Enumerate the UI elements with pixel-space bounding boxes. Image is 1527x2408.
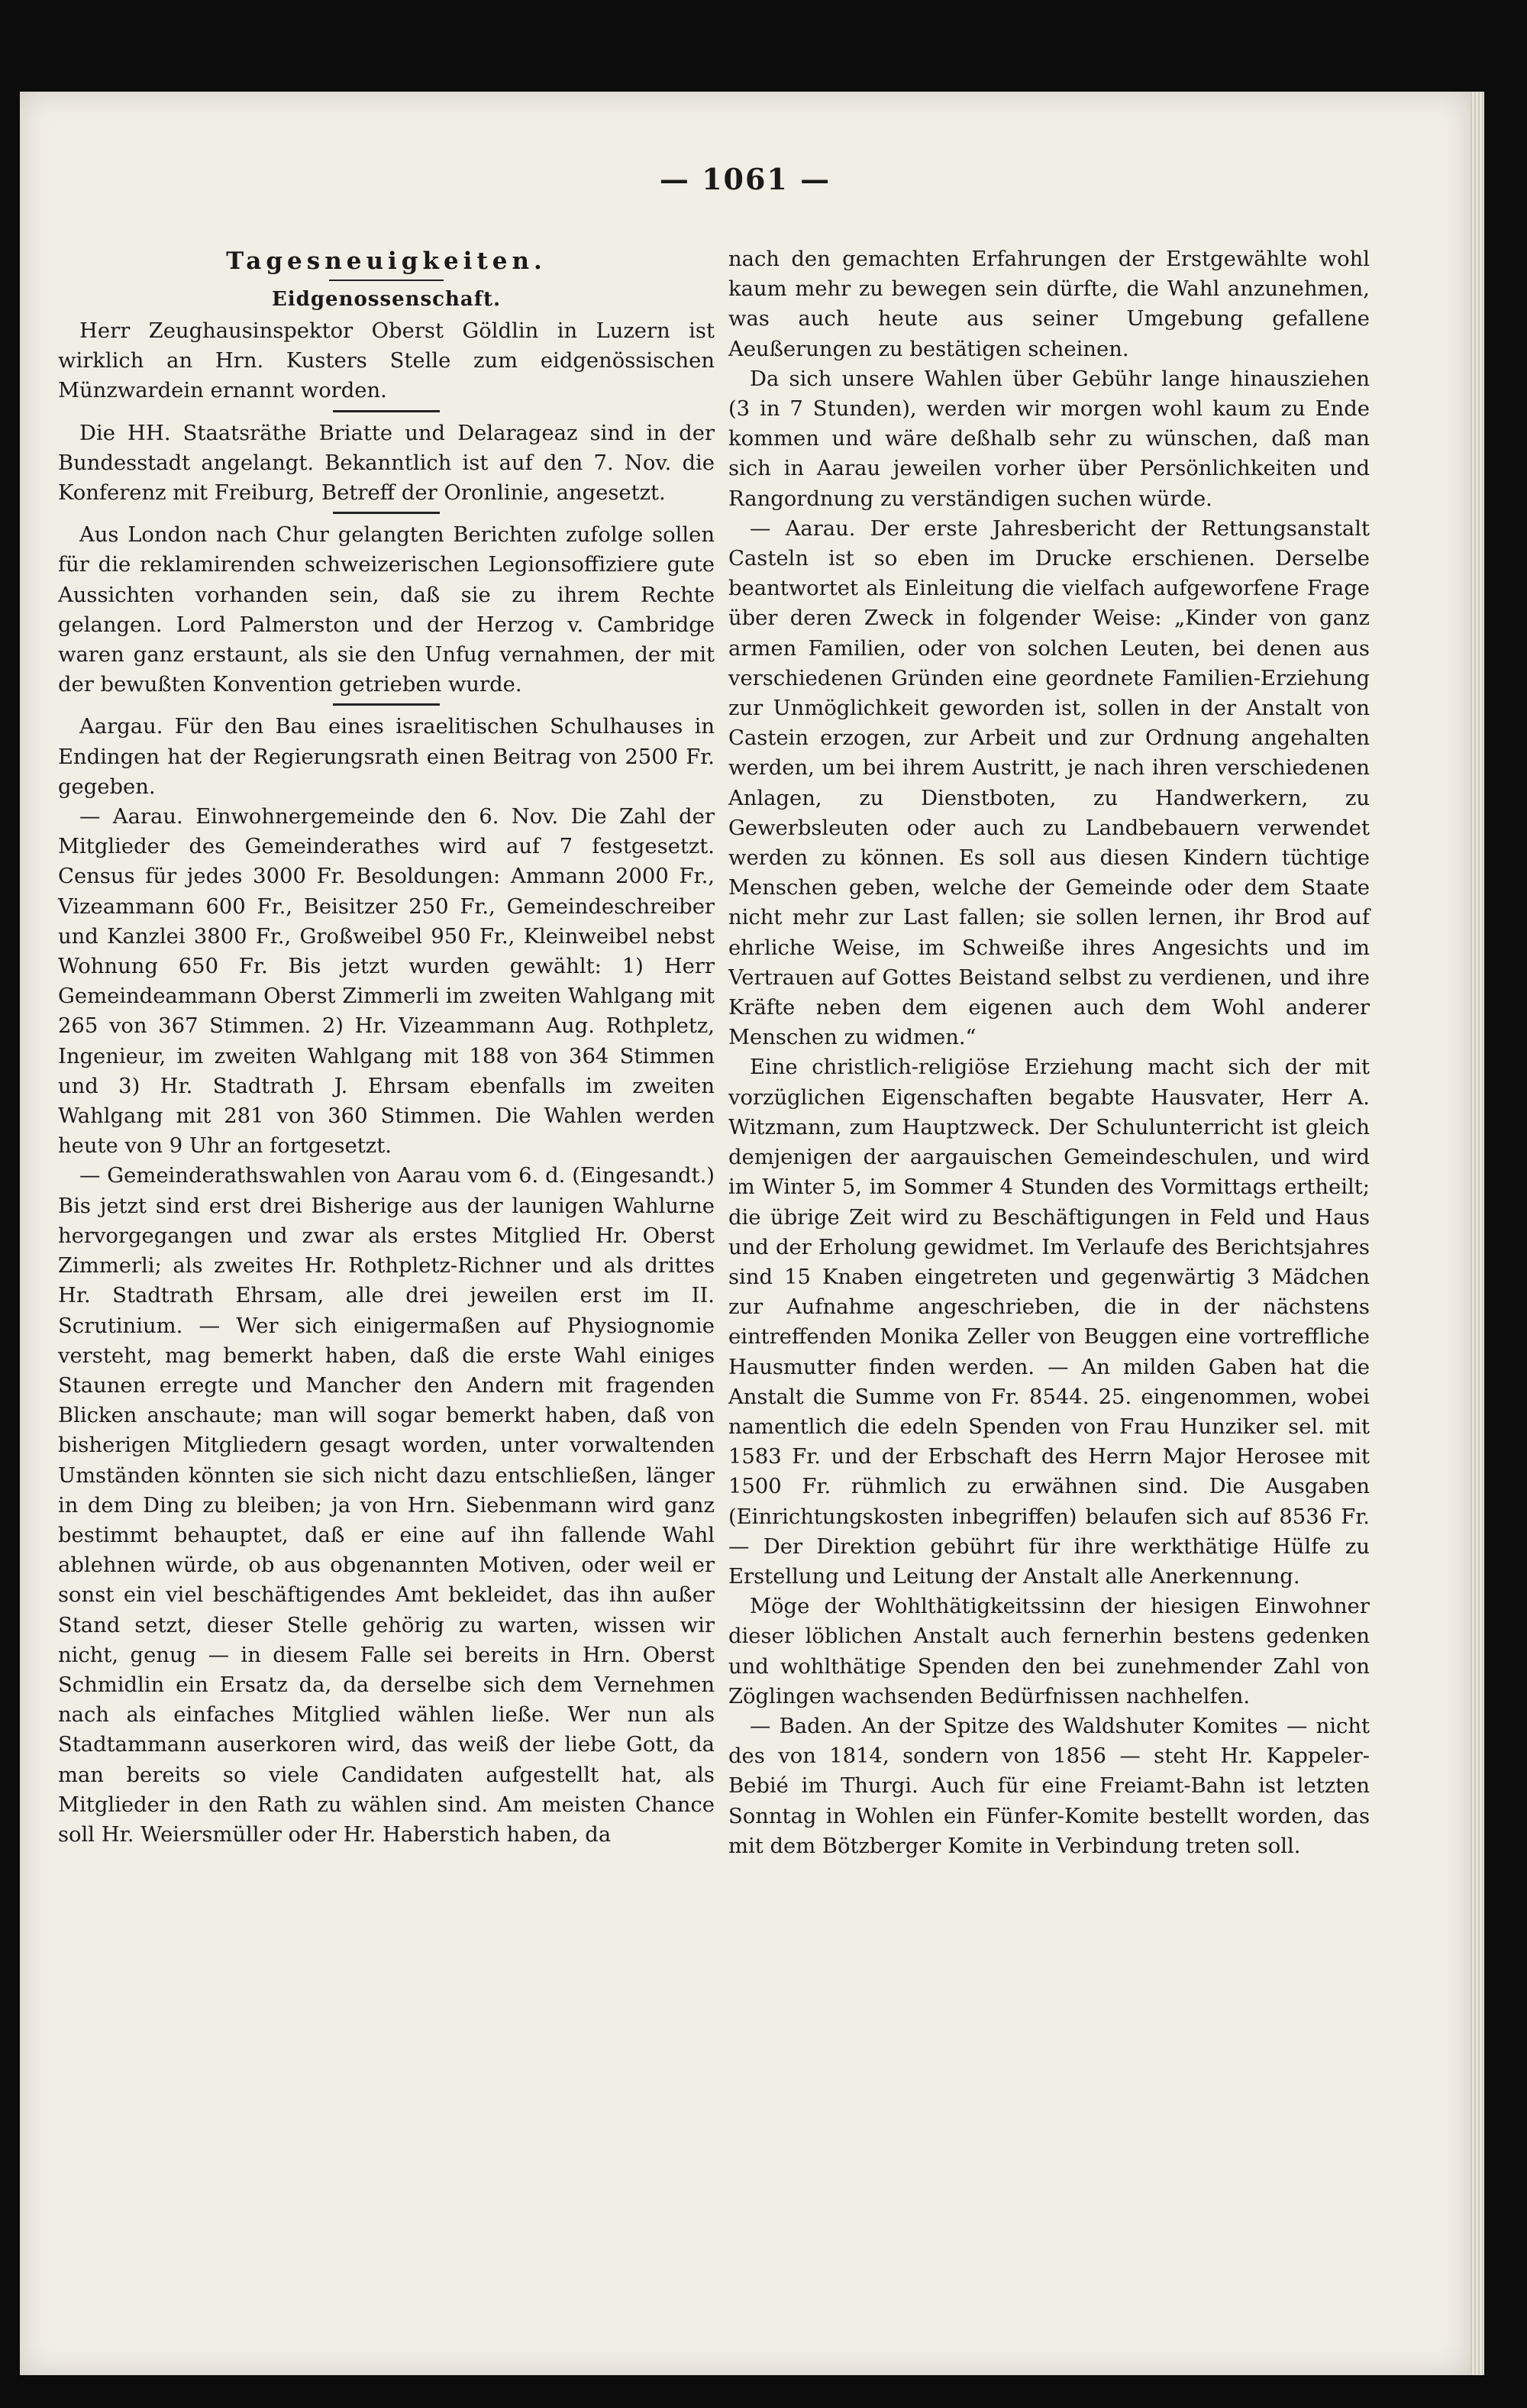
article-paragraph: — Aarau. Der erste Jahresbericht der Rettungsanstalt Casteln ist so eben im Drucke erschienen. Derselbe beantwortet als Einleitung die vielfach aufgeworfene Frage über deren Zweck in folgender Weise: „Kinder von ganz armen Familien, oder von solchen Leuten, bei denen aus verschiedenen Gründen eine geordnete Familien-Erziehung zur Unmöglichkeit geworden ist, sollen in der Anstalt von Castein erzogen, zur Arbeit und zur Ordnung angehalten werden, um bei ihrem Austritt, je nach ihren verschiedenen Anlagen, zu Dienstboten, zu Handwerkern, zu Gewerbsleuten oder auch zu Landbebauern verwendet werden zu können. Es soll aus diesen Kindern tüchtige Menschen geben, welche der Gemeinde oder dem Staate nicht mehr zur Last fallen; sie sollen lernen, ihr Brod auf ehrliche Weise, im Schweiße ihres Angesichts und im Vertrauen auf Gottes Beistand selbst zu verdienen, und ihre Kräfte neben dem eigenen auch dem Wohl anderer Menschen zu widmen.“ [728,516,1370,1050]
newspaper-page [20,92,1471,2375]
article-paragraph: — Baden. An der Spitze des Waldshuter Komites — nicht des von 1814, sondern von 1856 — steht Hr. Kappeler-Bebié im Thurgi. Auch für eine Freiamt-Bahn ist letzten Sonntag in Wohlen ein Fünfer-Komite bestellt worden, das mit dem Bötzberger Komite in Verbindung treten soll. [728,1714,1370,1858]
article-paragraph: Eine christlich-religiöse Erziehung macht sich der mit vorzüglichen Eigenschaften begabte Hausvater, Herr A. Witzmann, zum Hauptzweck. Der Schulunterricht ist gleich demjenigen der aargauischen Gemeindeschulen, und wird im Winter 5, im Sommer 4 Stunden des Vormittags ertheilt; die übrige Zeit wird zu Beschäftigungen in Feld und Haus und der Erholung gewidmet. Im Verlaufe des Berichtsjahres sind 15 Knaben eingetreten und gegenwärtig 3 Mädchen zur Aufnahme angeschrieben, die in der nächstens eintreffenden Monika Zeller von Beuggen eine vortreffliche Hausmutter finden werden. — An milden Gaben hat die Anstalt die Summe von Fr. 8544. 25. eingenommen, wobei namentlich die edeln Spenden von Frau Hunziker sel. mit 1583 Fr. und der Erbschaft des Herrn Major Herosee mit 1500 Fr. rühmlich zu erwähnen sind. Die Ausgaben (Einrichtungskosten inbegriffen) belaufen sich auf 8536 Fr. — Der Direktion gebührt für ihre werkthätige Hülfe zu Erstellung und Leitung der Anstalt alle Anerkennung. [728,1055,1370,1589]
section-heading: Tagesneuigkeiten. [226,247,547,275]
article-paragraph: Die HH. Staatsräthe Briatte und Delarageaz sind in der Bundesstadt angelangt. Bekanntlich ist auf den 7. Nov. die Konferenz mit Freiburg, Betreff der Oronlinie, angesetzt. [58,421,715,506]
article-separator [333,410,440,412]
right-column [728,244,1370,1861]
article-paragraph: Möge der Wohlthätigkeitssinn der hiesigen Einwohner dieser löblichen Anstalt auch fernerhin bestens gedenken und wohlthätige Spenden den bei zunehmender Zahl von Zöglingen wachsenden Bedürfnissen nachhelfen. [728,1595,1370,1708]
section-subheading: Eidgenossenschaft. [271,288,502,311]
left-column [58,244,715,1850]
page-number: — 1061 — [659,162,831,196]
article-paragraph: — Gemeinderathswahlen von Aarau vom 6. d. (Eingesandt.) Bis jetzt sind erst drei Bisherige aus der launigen Wahlurne hervorgegangen und zwar als erstes Mitglied Hr. Oberst Zimmerli; als zweites Hr. Rothpletz-Richner und als drittes Hr. Stadtrath Ehrsam, alle drei jeweilen erst im II. Scrutinium. — Wer sich einigermaßen auf Physiognomie versteht, mag bemerkt haben, daß die erste Wahl einiges Staunen erregte und Mancher den Andern mit fragenden Blicken anschaute; man will sogar bemerkt haben, daß von bisherigen Mitgliedern gesagt worden, unter vorwaltenden Umständen könnten sie sich nicht dazu entschließen, länger in dem Ding zu bleiben; ja von Hrn. Siebenmann wird ganz bestimmt behauptet, daß er eine auf ihn fallende Wahl ablehnen würde, ob aus obgenannten Motiven, oder weil er sonst ein viel beschäftigendes Amt bekleidet, das ihn außer Stand setzt, dieser Stelle gehörig zu warten, wissen wir nicht, genug — in diesem Falle sei bereits in Hrn. Oberst Schmidlin ein Ersatz da, da derselbe sich dem Vernehmen nach als einfaches Mitglied wählen ließe. Wer nun als Stadtammann auserkoren wird, das weiß der liebe Gott, da man bereits so viele Candidaten aufgestellt hat, als Mitglieder in den Rath zu wählen sind. Am meisten Chance soll Hr. Weiersmüller oder Hr. Haberstich haben, da [58,1164,715,1847]
article-paragraph: — Aarau. Einwohnergemeinde den 6. Nov. Die Zahl der Mitglieder des Gemeinderathes wird auf 7 festgesetzt. Census für jedes 3000 Fr. Besoldungen: Ammann 2000 Fr., Vizeammann 600 Fr., Beisitzer 250 Fr., Gemeindeschreiber und Kanzlei 3800 Fr., Großweibel 950 Fr., Kleinweibel nebst Wohnung 650 Fr. Bis jetzt wurden gewählt: 1) Herr Gemeindeammann Oberst Zimmerli im zweiten Wahlgang mit 265 von 367 Stimmen. 2) Hr. Vizeammann Aug. Rothpletz, Ingenieur, im zweiten Wahlgang mit 188 von 364 Stimmen und 3) Hr. Stadtrath J. Ehrsam ebenfalls im zweiten Wahlgang mit 281 von 360 Stimmen. Die Wahlen werden heute von 9 Uhr an fortgesetzt. [58,805,715,1159]
heading-rule [329,280,444,281]
article-paragraph: Herr Zeughausinspektor Oberst Göldlin in Luzern ist wirklich an Hrn. Kusters Stelle zum eidgenössischen Münzwardein ernannt worden. [58,319,715,403]
article-paragraph: Aus London nach Chur gelangten Berichten zufolge sollen für die reklamirenden schweizerischen Legionsoffiziere gute Aussichten vorhanden sein, daß sie zu ihrem Rechte gelangen. Lord Palmerston und der Herzog v. Cambridge waren ganz erstaunt, als sie den Unfug vernahmen, der mit der bewußten Konvention getrieben wurde. [58,523,715,697]
article-paragraph: Da sich unsere Wahlen über Gebühr lange hinausziehen (3 in 7 Stunden), werden wir morgen wohl kaum zu Ende kommen und wäre deßhalb sehr zu wünschen, daß man sich in Aarau jeweilen vorher über Persönlichkeiten und Rangordnung zu verständigen suchen würde. [728,367,1370,511]
article-paragraph: nach den gemachten Erfahrungen der Erstgewählte wohl kaum mehr zu bewegen sein dürfte, die Wahl anzunehmen, was auch heute aus seiner Umgebung gefallene Aeußerungen zu bestätigen scheinen. [728,247,1370,361]
article-paragraph: Aargau. Für den Bau eines israelitischen Schulhauses in Endingen hat der Regierungsrath einen Beitrag von 2500 Fr. gegeben. [58,715,715,799]
article-separator [333,512,440,514]
page-edge-stack [1471,92,1484,2375]
article-separator [333,703,440,706]
